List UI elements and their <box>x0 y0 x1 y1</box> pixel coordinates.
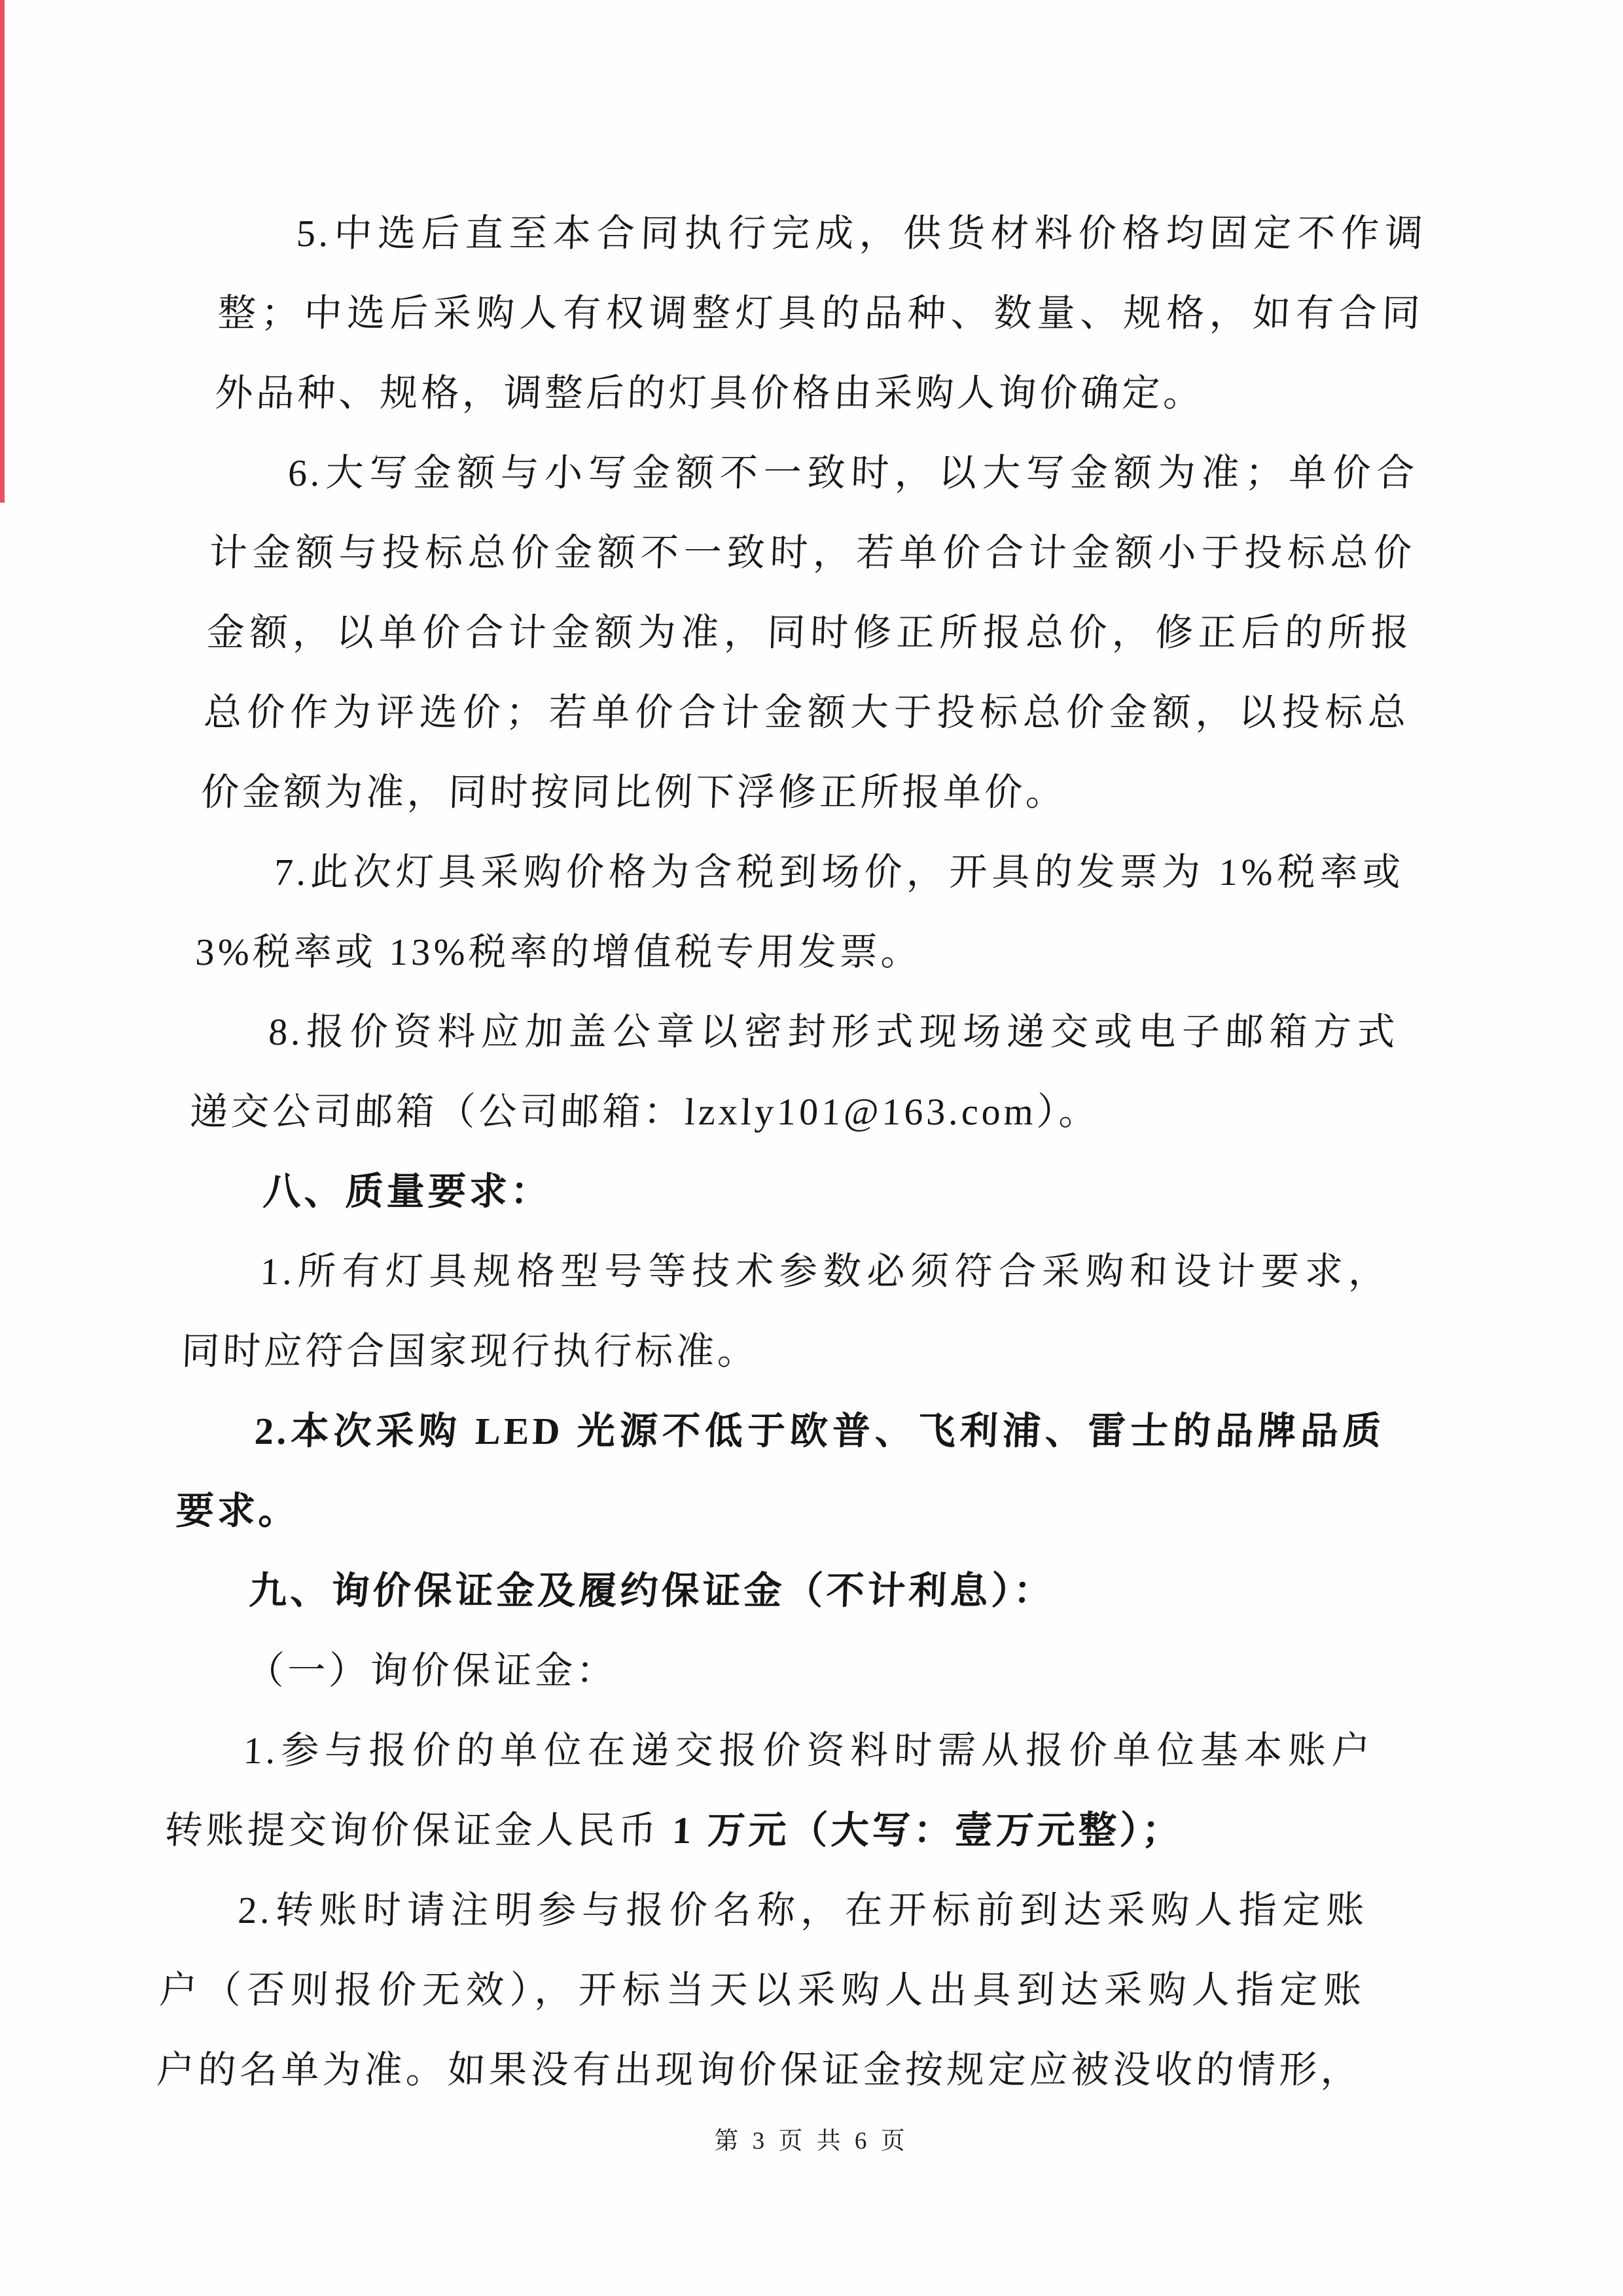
text-segment: 2.转账时请注明参与报价名称，在开标前到达采购人指定账 <box>237 1889 1368 1931</box>
text-segment: （一）询价保证金： <box>245 1649 618 1692</box>
text-segment: 同时应符合国家现行执行标准。 <box>181 1330 760 1372</box>
text-segment: 价金额为准，同时按同比例下浮修正所报单价。 <box>200 771 1068 814</box>
bold-text-segment: 九、询价保证金及履约保证金（不计利息）： <box>248 1570 1056 1612</box>
text-line <box>202 673 1410 753</box>
bold-text-segment: 1 万元（大写：壹万元整）； <box>671 1809 1184 1852</box>
bold-text-segment: 要求。 <box>175 1490 300 1532</box>
text-segment: 5.中选后直至本合同执行完成，供货材料价格均固定不作调 <box>295 212 1427 255</box>
text-segment: 总价作为评选价；若单价合计金额大于投标总价金额，以投标总 <box>203 691 1410 734</box>
text-line <box>188 1072 1397 1152</box>
text-line <box>158 1950 1366 2030</box>
text-line <box>200 753 1408 833</box>
text-segment: 户的名单为准。如果没有出现询价保证金按规定应被没收的情形， <box>155 2049 1363 2091</box>
text-line <box>186 1152 1394 1232</box>
text-line <box>160 1871 1368 1950</box>
text-line <box>219 194 1427 274</box>
text-line <box>169 1631 1377 1711</box>
text-line <box>177 1391 1385 1471</box>
page-footer <box>0 2121 1623 2156</box>
text-line <box>211 433 1419 513</box>
text-line <box>166 1711 1374 1791</box>
page-number-text: 第 3 页 共 6 页 <box>714 2128 909 2155</box>
bold-text-segment: 八、质量要求： <box>262 1170 553 1213</box>
text-segment: 1.所有灯具规格型号等技术参数必须符合采购和设计要求， <box>259 1250 1391 1293</box>
text-line <box>180 1312 1388 1391</box>
document-body <box>155 194 1427 2110</box>
text-line <box>213 353 1421 433</box>
text-segment: 金额，以单价合计金额为准，同时修正所报总价，修正后的所报 <box>205 611 1413 654</box>
bold-text-segment: 2.本次采购 LED 光源不低于欧普、飞利浦、雷士的品牌品质 <box>253 1410 1385 1452</box>
text-line <box>175 1471 1383 1551</box>
text-line <box>217 274 1425 353</box>
red-scan-edge-artifact <box>0 0 5 503</box>
text-segment: 外品种、规格，调整后的灯具价格由采购人询价确定。 <box>214 372 1205 414</box>
text-segment: 转账提交询价保证金人民币 <box>164 1809 673 1852</box>
text-segment: 6.大写金额与小写金额不一致时，以大写金额为准；单价合 <box>287 452 1419 494</box>
text-segment: 8.报价资料应加盖公章以密封形式现场递交或电子邮箱方式 <box>268 1011 1399 1053</box>
text-segment: 7.此次灯具采购价格为含税到场价，开具的发票为 1%税率或 <box>273 851 1405 893</box>
text-segment: 3%税率或 13%税率的增值税专用发票。 <box>194 931 923 973</box>
text-segment: 递交公司邮箱（公司邮箱：lzxly101@163.com）。 <box>189 1090 1101 1133</box>
text-line <box>171 1551 1380 1631</box>
text-line <box>155 2030 1363 2110</box>
text-line <box>208 513 1416 593</box>
text-line <box>191 992 1399 1072</box>
text-line <box>197 833 1405 912</box>
text-line <box>183 1232 1391 1312</box>
text-segment: 1.参与报价的单位在递交报价资料时需从报价单位基本账户 <box>242 1729 1374 1772</box>
text-line <box>164 1791 1372 1871</box>
text-segment: 整；中选后采购人有权调整灯具的品种、数量、规格，如有合同 <box>217 292 1424 334</box>
text-segment: 户（否则报价无效），开标当天以采购人出具到达采购人指定账 <box>158 1969 1366 2011</box>
text-segment: 计金额与投标总价金额不一致时，若单价合计金额小于投标总价 <box>208 531 1416 574</box>
text-line <box>205 593 1414 673</box>
text-line <box>194 912 1402 992</box>
